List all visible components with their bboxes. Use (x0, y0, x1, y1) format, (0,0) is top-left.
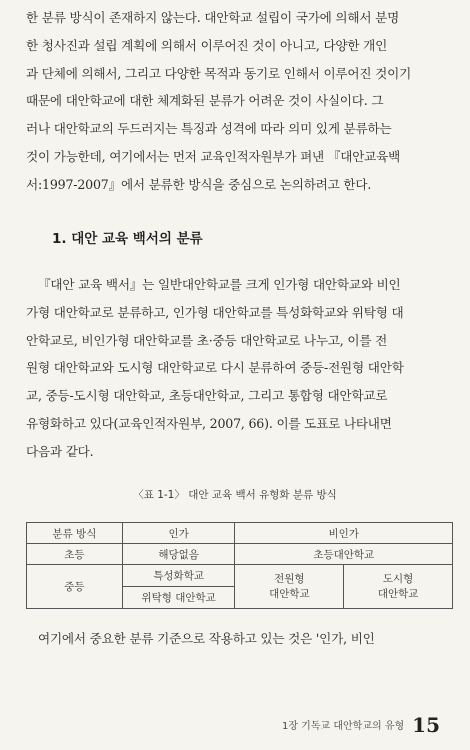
table-cell: 중등 (27, 565, 123, 609)
table-header-cell: 분류 방식 (27, 523, 123, 544)
table-cell: 초등대안학교 (235, 544, 453, 565)
text-line: 여기에서 중요한 분류 기준으로 작용하고 있는 것은 '인가, 비인 (38, 631, 375, 646)
body-paragraph-2 (26, 271, 452, 466)
cell-text: 도시형 대안학교 (377, 572, 419, 600)
text-line: 『대안 교육 백서』는 일반대안학교를 크게 인가형 대안학교와 비인 (38, 277, 401, 292)
text-line: 다음과 같다. (26, 443, 94, 459)
text-line: 유형화하고 있다(교육인적자원부, 2007, 66). 이를 도표로 나타내면 (26, 415, 392, 431)
text-line: 한 청사진과 설립 계획에 의해서 이루어진 것이 아니고, 다양한 개인 (26, 37, 388, 53)
text-line: 안학교로, 비인가형 대안학교를 초·중등 대안학교로 나누고, 이를 전 (26, 332, 388, 348)
body-paragraph-1 (26, 4, 452, 199)
table-header-row (27, 523, 453, 544)
body-paragraph-3 (26, 625, 452, 653)
table-cell: 초등 (27, 544, 123, 565)
text-line: 교, 중등-도시형 대안학교, 초등대안학교, 그리고 통합형 대안학교로 (26, 388, 388, 404)
table-cell: 해당없음 (122, 544, 235, 565)
running-chapter-title: 1장 기독교 대안학교의 유형 (281, 721, 405, 732)
text-line: 서:1997-2007』에서 분류한 방식을 중심으로 논의하려고 한다. (26, 176, 372, 192)
text-line: 가형 대안학교로 분류하고, 인가형 대안학교를 특성화학교와 위탁형 대 (26, 304, 404, 320)
page-number: 15 (412, 713, 440, 737)
text-line: 과 단체에 의해서, 그리고 다양한 목적과 동기로 인해서 이루어진 것이기 (26, 65, 412, 81)
table-header-cell: 인가 (122, 523, 235, 544)
text-line: 때문에 대안학교에 대한 체계화된 분류가 어려운 것이 사실이다. 그 (26, 93, 384, 109)
table-caption: 〈표 1-1〉 대안 교육 백서 유형화 분류 방식 (133, 489, 337, 501)
text-line: 원형 대안학교와 도시형 대안학교로 다시 분류하여 중등-전원형 대안학 (26, 360, 404, 376)
cell-text: 전원형 대안학교 (269, 572, 310, 600)
section-heading: 1. 대안 교육 백서의 분류 (52, 231, 203, 247)
table-cell (235, 565, 344, 609)
text-line: 러나 대안학교의 두드러지는 특징과 성격에 따라 의미 있게 분류하는 (26, 121, 392, 137)
table-row (27, 565, 453, 587)
text-line: 한 분류 방식이 존재하지 않는다. 대안학교 설립이 국가에 의해서 분명 (26, 10, 400, 25)
table-cell: 특성화학교 (122, 565, 235, 587)
table-cell: 위탁형 대안학교 (122, 587, 235, 609)
page-footer (282, 713, 440, 737)
table-row (27, 544, 453, 565)
table-header-cell: 비인가 (235, 523, 453, 544)
classification-table (26, 522, 453, 609)
text-line: 것이 가능한데, 여기에서는 먼저 교육인적자원부가 펴낸 『대안교육백 (26, 148, 401, 164)
table-cell (344, 565, 453, 609)
